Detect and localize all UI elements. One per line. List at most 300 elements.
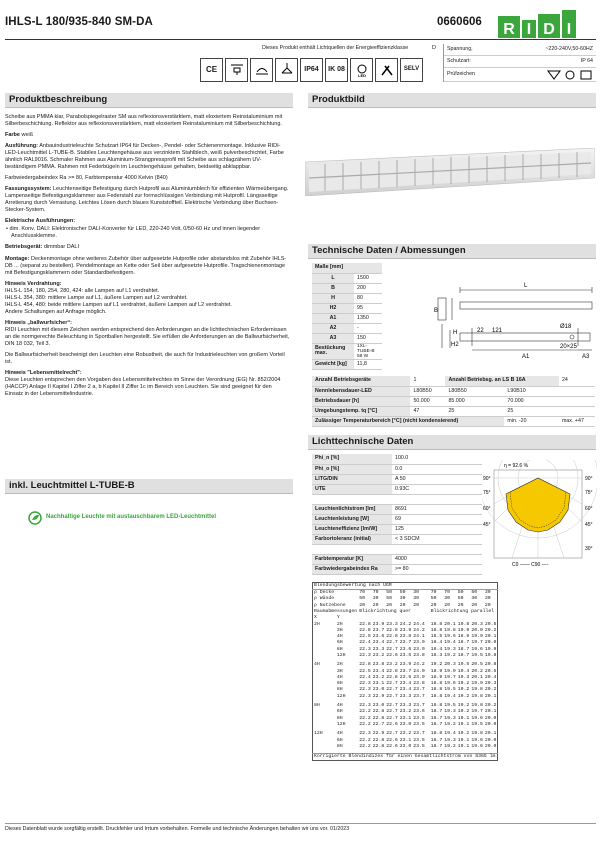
- ugr-cell: 50: [457, 596, 464, 602]
- draw-label-18: Ø18: [560, 324, 572, 330]
- draw-label-A3: A3: [582, 354, 590, 360]
- efficiency-label: η = 92.6 %: [504, 463, 529, 469]
- ugr-cell: 30: [413, 590, 420, 596]
- ugr-cell: 18.7: [430, 721, 443, 727]
- dim-value: 80: [354, 293, 382, 303]
- ball-proof-icon: [563, 70, 577, 80]
- ugr-cell: 20.1: [484, 693, 497, 699]
- ugr-cell: 22.5: [359, 668, 371, 674]
- dimension-drawing: [432, 268, 597, 368]
- ugr-table: [312, 582, 497, 761]
- ugr-cell: 23.3: [372, 646, 385, 652]
- ugr-cell: 23.1: [372, 681, 385, 687]
- ugr-cell: 18.7: [430, 709, 443, 715]
- ugr-cell: 23.5: [413, 743, 425, 749]
- ugr-cell: Raumabmessungen: [314, 608, 358, 614]
- gear-text: dimmbar DALI: [43, 244, 79, 251]
- ugr-cell: 20.3: [471, 621, 483, 627]
- ugr-cell: 3H: [336, 627, 343, 633]
- spec-row: [444, 68, 596, 82]
- ugr-cell: 19.9: [444, 668, 456, 674]
- ugr-cell: 18.3: [430, 653, 443, 658]
- ugr-cell: 70: [372, 590, 379, 596]
- ugr-cell: 19.4: [444, 640, 456, 646]
- draw-label-H2: H2: [451, 342, 459, 348]
- ugr-cell: 2H: [336, 621, 343, 627]
- ugr-cell: Y: [336, 615, 340, 621]
- table-row: [312, 454, 482, 464]
- ugr-cell: 19.2: [444, 743, 456, 749]
- ugr-cell: 18.9: [457, 634, 470, 640]
- table-row: [312, 360, 382, 370]
- ugr-cell: 22.7: [386, 640, 398, 646]
- feature-icons: [200, 58, 425, 82]
- cell-value: 0.0: [392, 464, 482, 474]
- spec-value: ~220-240V,50-60HZ: [545, 46, 593, 53]
- ugr-cell: 8H: [314, 703, 320, 709]
- ugr-cell: 70: [359, 590, 365, 596]
- ugr-cell: 18.8: [430, 693, 443, 699]
- ugr-cell: 8H: [336, 743, 343, 749]
- socket-text: Leuchtenseitige Befestigung durch Hutprofil aus Aluminiumblech für effizienten Wärmeübergang. Lampenseitige Befestigungsklammer aus Federstahl zur formschlüssigen Verbindung mit Hutprofil. Längsseitige Arretierung durch Verrastung. Leichtes Lösen durch blaues Kunststoffteil. Elektrische Verbindung über Buchsen-Stecker-System.: [5, 186, 289, 214]
- ballproof-text2: Die Ballwurfsicherheit bescheinigt den Leuchten eine Robustheit, die auch für Industrieleuchten von großem Vorteil ist.: [5, 351, 285, 365]
- ugr-cell: 22.4: [359, 640, 371, 646]
- ugr-cell: 23.9: [399, 627, 412, 633]
- cell-label: LITG/DIN: [312, 474, 392, 484]
- dim-label: Bestückung max.: [312, 343, 354, 360]
- ugr-cell: 50: [471, 590, 478, 596]
- dim-value: 1350: [354, 313, 382, 323]
- ugr-cell: 22.2: [359, 743, 371, 749]
- angle-label: 90°: [483, 476, 491, 482]
- ugr-cell: 23.3: [386, 621, 398, 627]
- ugr-cell: 19.6: [471, 715, 483, 721]
- ugr-cell: 22.2: [359, 737, 371, 743]
- ugr-cell: 50: [399, 590, 406, 596]
- ugr-cell: 4H: [336, 703, 343, 709]
- selv-icon: SELV: [400, 58, 423, 82]
- svg-text:D: D: [543, 21, 555, 38]
- color-label: Farbe: [5, 132, 20, 139]
- ugr-cell: 19.3: [444, 715, 456, 721]
- cell-label: Farbwiedergabeindex Ra: [312, 564, 392, 574]
- angle-label: 75°: [585, 490, 593, 496]
- mounting-label: Montage:: [5, 255, 30, 262]
- ugr-cell: 19.6: [471, 737, 483, 743]
- dim-label: A1: [312, 313, 354, 323]
- ugr-cell: 19.8: [471, 687, 483, 693]
- ugr-cell: 20.1: [484, 709, 497, 715]
- cell-label: Anzahl Betriebsg. an LS B 16A: [445, 376, 558, 386]
- ugr-cell: 22.6: [386, 737, 398, 743]
- cell-value: L80B50: [410, 386, 445, 396]
- ugr-cell: 19.6: [471, 646, 483, 652]
- ugr-cell: 18.8: [430, 687, 443, 693]
- ugr-cell: 23.9: [413, 674, 425, 680]
- ugr-cell: 24.4: [413, 621, 425, 627]
- food-label: Hinweis "Lebensmittelrecht":: [5, 369, 82, 376]
- ugr-cell: 22.3: [359, 703, 371, 709]
- socket-label: Fassungssystem:: [5, 186, 52, 193]
- ugr-cell: 19.2: [457, 731, 470, 737]
- ugr-cell: 22.6: [386, 743, 398, 749]
- ugr-cell: 23.4: [372, 640, 385, 646]
- ugr-cell: 23.6: [399, 646, 412, 652]
- cell-value: 25: [445, 406, 504, 416]
- ugr-cell: 22.8: [386, 668, 398, 674]
- ugr-cell: Blickrichtung quer: [359, 608, 412, 614]
- spec-row: [444, 56, 596, 68]
- dim-value: 1500: [354, 273, 382, 283]
- ugr-cell: 20.1: [444, 621, 456, 627]
- ugr-cell: 22.8: [359, 621, 371, 627]
- ugr-cell: 24.2: [413, 627, 425, 633]
- ugr-cell: 19.9: [457, 627, 470, 633]
- ugr-cell: 18.7: [457, 646, 470, 652]
- ugr-cell: 20: [444, 602, 451, 608]
- ugr-cell: 6H: [336, 640, 343, 646]
- ridi-logo: [498, 10, 596, 38]
- table-row: [313, 609, 498, 615]
- ugr-cell: 22.8: [372, 743, 385, 749]
- ugr-cell: 19.8: [471, 693, 483, 699]
- cell-label: Phi_n [%]: [312, 454, 392, 464]
- table-row: [312, 333, 382, 343]
- ugr-cell: 23.7: [372, 627, 385, 633]
- section-light: Lichttechnische Daten: [308, 435, 596, 450]
- ugr-cell: 23.5: [399, 653, 412, 658]
- section-description: Produktbeschreibung: [5, 93, 293, 108]
- ugr-cell: 70: [430, 590, 437, 596]
- ugr-cell: 30: [399, 596, 406, 602]
- ugr-cell: 18.9: [430, 668, 443, 674]
- color-value: weiß: [21, 132, 34, 139]
- ugr-cell: 23.5: [413, 715, 425, 721]
- ugr-cell: 18.4: [430, 640, 443, 646]
- ugr-cell: 23.2: [372, 653, 385, 658]
- ugr-cell: ρ Wände: [314, 596, 335, 602]
- cell-label: Leuchtenlichtstrom [lm]: [312, 504, 392, 514]
- cell-label: Leuchteneffizienz [lm/W]: [312, 524, 392, 534]
- draw-label-121: 121: [492, 328, 503, 334]
- dim-value: 200: [354, 283, 382, 293]
- operation-table: [312, 376, 595, 427]
- ugr-cell: 20.4: [484, 674, 497, 680]
- ugr-cell: 22.8: [372, 715, 385, 721]
- ugr-cell: 19.9: [471, 681, 483, 687]
- table-row: [312, 554, 482, 564]
- ugr-cell: 20: [399, 602, 406, 608]
- ugr-cell: 18.7: [430, 737, 443, 743]
- dim-value: 95: [354, 303, 382, 313]
- light-table: [312, 454, 482, 575]
- ugr-cell: 22.8: [359, 662, 371, 668]
- cell-value: 47: [410, 406, 445, 416]
- angle-label: 30°: [585, 546, 593, 552]
- ugr-cell: 18.8: [430, 703, 443, 709]
- ugr-cell: 23.0: [399, 721, 412, 727]
- ugr-cell: 22.8: [372, 737, 385, 743]
- ugr-cell: 19.8: [471, 703, 483, 709]
- dim-value: 150: [354, 333, 382, 343]
- table-row: [312, 534, 482, 544]
- table-row: [312, 273, 382, 283]
- ip64-icon: IP64: [300, 58, 323, 82]
- table-row: [313, 583, 498, 590]
- intro-text: Scheibe aus PMMA klar, Parabolspiegelraster SM aus reflexionsverstärktem, matt eloxiertem Reinstaluminium mit Silberbeschichtung. Reflektor aus reflexionsverstärktem, matt eloxiertem Reinstaluminium mit Silberbeschichtung.: [5, 114, 283, 128]
- ugr-cell: 20.5: [471, 662, 483, 668]
- ugr-cell: 20: [484, 602, 491, 608]
- ugr-cell: 20.2: [484, 703, 497, 709]
- ugr-cell: 19.1: [457, 715, 470, 721]
- ugr-cell: 23.4: [372, 668, 385, 674]
- table-row: [312, 396, 595, 406]
- ugr-cell: 23.9: [413, 640, 425, 646]
- ugr-cell: 20.0: [484, 737, 497, 743]
- spec-label: Schutzart:: [447, 58, 471, 65]
- electrical-item: dim. Konv. DALI: Elektronischer DALI-Konverter für LED, 220-240 Volt, 0/50-60 Hz und innen liegender Anschlussklemme.: [9, 226, 261, 240]
- ugr-cell: 70: [444, 590, 451, 596]
- spec-box: [443, 44, 596, 82]
- table-row: [312, 406, 595, 416]
- cell-value: 85.000: [445, 396, 504, 406]
- draw-label-25: 20×25: [560, 344, 577, 350]
- section-image: Produktbild: [308, 93, 596, 108]
- ugr-cell: 50: [359, 596, 365, 602]
- ugr-cell: 19.6: [444, 681, 456, 687]
- ugr-cell: 8H: [336, 646, 343, 652]
- ugr-cell: 19.5: [471, 721, 483, 727]
- ugr-cell: 19.9: [471, 634, 483, 640]
- ugr-cell: 22.6: [386, 653, 398, 658]
- ugr-cell: 19.8: [484, 653, 497, 658]
- ugr-cell: 22.8: [386, 627, 398, 633]
- cell-label: Farbtemperatur [K]: [312, 554, 392, 564]
- svg-text:LED: LED: [357, 73, 366, 78]
- ugr-cell: 20.2: [484, 687, 497, 693]
- ugr-cell: Blendungsbewertung nach UGR: [313, 583, 498, 590]
- dim-value: 11,8: [354, 360, 382, 370]
- ugr-cell: 19.5: [457, 662, 470, 668]
- ugr-cell: Blickrichtung parallel: [430, 608, 495, 614]
- ugr-cell: 20.0: [484, 715, 497, 721]
- ugr-cell: 23.0: [399, 743, 412, 749]
- angle-label: 60°: [483, 506, 491, 512]
- ugr-cell: 23.4: [399, 687, 412, 693]
- ugr-cell: 22.9: [372, 693, 385, 699]
- cell-value: A 50: [392, 474, 482, 484]
- cell-label: Betriebsdauer [h]: [312, 396, 410, 406]
- ugr-cell: 23.4: [399, 681, 412, 687]
- ugr-cell: 19.1: [457, 743, 470, 749]
- ugr-cell: 20: [372, 602, 379, 608]
- ugr-cell: 22.2: [359, 715, 371, 721]
- ugr-cell: 19.7: [444, 674, 456, 680]
- ugr-cell: 19.2: [457, 703, 470, 709]
- cri-text: Farbwiedergabeindex Ra >= 80, Farbtemperatur 4000 Kelvin (840): [5, 175, 168, 182]
- ugr-cell: 20.8: [484, 662, 497, 668]
- draw-label-H: H: [453, 330, 458, 336]
- ugr-cell: 23.7: [413, 703, 425, 709]
- ugr-cell: 20.5: [484, 621, 497, 627]
- ugr-cell: 23.0: [372, 703, 385, 709]
- table-row: [312, 376, 595, 386]
- ugr-cell: 22.2: [359, 721, 371, 727]
- table-row: [312, 263, 382, 273]
- ugr-cell: 19.5: [444, 703, 456, 709]
- draw-label-22: 22: [477, 328, 484, 334]
- ugr-cell: 24.2: [399, 621, 412, 627]
- ugr-cell: 22.5: [359, 634, 371, 640]
- ugr-cell: 20: [386, 602, 392, 608]
- table-row: [313, 753, 498, 760]
- ugr-cell: 22.7: [386, 693, 398, 699]
- ugr-cell: 24.1: [413, 634, 425, 640]
- ugr-cell: 18.4: [430, 646, 443, 652]
- cell-value: L80B50: [445, 386, 504, 396]
- dim-value: -: [354, 323, 382, 333]
- article-number: 0660606: [437, 16, 482, 28]
- ugr-cell: 23.2: [399, 731, 412, 737]
- cell-value: 24: [559, 376, 595, 386]
- ugr-cell: 23.8: [413, 681, 425, 687]
- ugr-cell: 23.1: [399, 715, 412, 721]
- ugr-cell: X: [314, 615, 317, 621]
- energy-note: Dieses Produkt enthält Lichtquellen der Energieeffizienzklasse: [262, 45, 409, 51]
- ugr-cell: 24.0: [413, 668, 425, 674]
- ugr-cell: 22.3: [359, 687, 371, 693]
- ugr-cell: 22.3: [359, 693, 371, 699]
- ugr-cell: 19.3: [457, 674, 470, 680]
- ugr-cell: 22.8: [359, 627, 371, 633]
- ugr-cell: 23.1: [399, 737, 412, 743]
- cell-label: Farbortoleranz (initial): [312, 534, 392, 544]
- gear-label: Betriebsgerät:: [5, 244, 43, 251]
- sustainability-note: [28, 511, 216, 525]
- ugr-cell: 20.2: [484, 627, 497, 633]
- mounting-text: Deckenmontage ohne weiteres Zubehör über aufgesetzte Hutprofile oder abstandslos mit Zubehör IHLS-DB ... (separat zu bestellen). Pendelmontage an Kette oder Seil über aufgesetzte Hutprofile. Tragschienenmontage mit Befestigungsklammern oder Standardbefestigern.: [5, 255, 287, 276]
- ugr-cell: 18.8: [430, 731, 443, 737]
- polar-diagram: [482, 460, 597, 575]
- description-text: Scheibe aus PMMA klar, Parabolspiegelraster SM aus reflexionsverstärktem, matt eloxiertem Reinstaluminium mit Silberbeschichtung. Reflektor aus reflexionsverstärktem, matt eloxiertem Reinstaluminium mit Silberbeschichtung. Farbe weiß Ausführung: Anbauindustrieleuchte Schutzart IP64 für Decken-, Pendel- oder Schienenmontage. Inklusive RIDI-LED-Leuchtmittel L-TUBE-B. Stabiles Leuchtengehäuse aus verzinktem Stahlblech, weiß pulverbeschichtet, Farbe ähnlich RAL9016. Schmaler Rahmen aus Aluminium-Strangpressprofil mit Scheibe aus schlagzähem UV-beständigem PMMA. Rahmen mit Federbügeln im Leuchtengehäuse gehalten, beidseitig abklappbar. Farbwiedergabeindex Ra >= 80, Farbtemperatur 4000 Kelvin (840) Fassungssystem: Leuchtenseitige Befestigung durch Hutprofil aus Aluminiumblech für effizienten Wärmeübergang. Lampenseitige Befestigungsklammer aus Federstahl zur formschlüssigen Verbindung mit Hutprofil. Längsseitige Arretierung durch Verrastung. Leichtes Lösen durch blaues Kunststoffteil. Elektrische Verbindung über Buchsen-Stecker-System. Elektrische Ausführungen: • dim. Konv. DALI: Elektronischer DALI-Konverter für LED, 220-240 Volt, 0/50-60 Hz und innen liegender Anschlussklemme. Betriebsgerät: dimmbar DALI Montage: Deckenmontage ohne weiteres Zubehör über aufgesetzte Hutprofile oder abstandslos mit Zubehör IHLS-DB ... (separat zu bestellen). Pendelmontage an Kette oder Seil über aufgesetzte Hutprofile. Tragschienenmontage mit Befestigungsklammern oder Standardbefestigern. Hinweis Verdrahtung: IHLS-L 154, 180, 254, 280, 424: alle Lampen auf L1 verdrahtet. IHLS-L 354, 380: mittlere Lampe auf L1, äußere Lampen auf L2 verdrahtet. IHLS-L 454, 480: beide mittlere Lampen auf L1 verdrahtet, äußere Lampen auf L2 verdrahtet. Andere Schaltungen auf Anfrage möglich. Hinweis „ballwurfsicher“: RIDI Leuchten mit diesem Zeichen werden entsprechend den Anforderungen an die lichttechnischen Erfordernissen an die normgerechte Beleuchtung in Sportballen hergestellt. Sie erfüllen die Anforderungen an die Ballwurfsicherheit, DIN 18 032, Teil 3. Die Ballwurfsicherheit bescheinigt den Leuchten eine Robustheit, die auch für Industrieleuchten von großem Vorteil ist. Hinweis "Lebensmittelrecht": Diese Leuchten entsprechen den Vorgaben des Lebensmittelrechtes im Sinne der Verordnung (EG) Nr. 852/2004 (HACCP) Anlage II Kapitel I Ziffer 2 a, b Kapitel II Ziffer 1c im Bereich von Leuchten. Sie sind geeignet für den Einsatz in der Lebensmittelindustrie.: [5, 114, 290, 398]
- ugr-cell: 23.6: [399, 674, 412, 680]
- ugr-cell: 23.2: [386, 662, 398, 668]
- ugr-cell: 20.0: [484, 721, 497, 727]
- ugr-cell: 19.2: [444, 653, 456, 658]
- ugr-cell: 18.8: [430, 681, 443, 687]
- ugr-cell: 23.6: [372, 634, 385, 640]
- ugr-cell: 6H: [336, 737, 343, 743]
- cell-value: max. +47: [559, 416, 595, 426]
- tools-icon: [375, 58, 398, 82]
- ugr-cell: 6H: [336, 681, 343, 687]
- ugr-cell: 22.8: [372, 709, 385, 715]
- ugr-cell: 20.3: [484, 681, 497, 687]
- cell-label: Zulässiger Temperaturbereich [°C] (nicht kondensierend): [312, 416, 504, 426]
- surface-mount-icon: [225, 58, 248, 82]
- table-row: [312, 484, 482, 494]
- ugr-cell: 23.7: [413, 731, 425, 737]
- ugr-cell: 22.2: [359, 709, 371, 715]
- ugr-cell: 20: [430, 602, 437, 608]
- spec-row: [444, 44, 596, 56]
- ugr-cell: 23.2: [399, 709, 412, 715]
- dim-label: A3: [312, 333, 354, 343]
- ugr-cell: 20: [457, 602, 464, 608]
- ugr-cell: 22.4: [359, 674, 371, 680]
- ugr-cell: 19.7: [471, 640, 483, 646]
- ugr-cell: 23.6: [413, 709, 425, 715]
- ugr-cell: 23.2: [372, 674, 385, 680]
- table-row: [312, 293, 382, 303]
- ugr-cell: 22.7: [372, 721, 385, 727]
- ugr-cell: 22.6: [386, 721, 398, 727]
- ugr-cell: 2H: [314, 621, 320, 627]
- ugr-cell: 4H: [336, 674, 343, 680]
- cell-value: 70.000: [504, 396, 559, 406]
- food-text: Diese Leuchten entsprechen den Vorgaben des Lebensmittelrechtes im Sinne der Verordnung (EG) Nr. 852/2004 (HACCP) Anlage II Kapitel I Ziffer 2 a, b Kapitel II Ziffer 1c im Bereich von Leuchten. Sie sind geeignet für den Einsatz in der Lebensmittelindustrie.: [5, 376, 281, 398]
- ugr-cell: ρ Nutzebene: [314, 602, 346, 608]
- angle-label: 60°: [585, 506, 593, 512]
- ugr-cell: 22.7: [386, 715, 398, 721]
- footer-divider: [5, 823, 596, 824]
- ugr-cell: 18.8: [430, 621, 443, 627]
- header-divider: [5, 39, 596, 40]
- ugr-cell: 23.8: [413, 653, 425, 658]
- ugr-cell: 30: [444, 596, 451, 602]
- ugr-cell: 23.7: [399, 668, 412, 674]
- ugr-cell: 22.7: [386, 646, 398, 652]
- ugr-cell: 22.8: [386, 634, 398, 640]
- ugr-cell: 19.5: [471, 653, 483, 658]
- polar-legend: C0 —— C90 ----: [512, 562, 549, 568]
- ugr-cell: 19.9: [484, 646, 497, 652]
- ugr-cell: 19.3: [444, 737, 456, 743]
- cell-value: >= 80: [392, 564, 482, 574]
- angle-label: 75°: [483, 490, 491, 496]
- section-tech: Technische Daten / Abmessungen: [308, 244, 596, 259]
- cell-value: 1: [410, 376, 445, 386]
- dim-label: L: [312, 273, 354, 283]
- wiring-line: IHLS-L 354, 380: mittlere Lampe auf L1, äußere Lampen auf L2 verdrahtet.: [5, 294, 188, 301]
- ugr-cell: 23.3: [399, 693, 412, 699]
- ugr-cell: 24.2: [413, 662, 425, 668]
- ugr-cell: 22.3: [359, 731, 371, 737]
- leaf-icon: [28, 511, 42, 525]
- dim-label: Gewicht [kg]: [312, 360, 354, 370]
- ugr-cell: 22.7: [386, 731, 398, 737]
- dimension-table: [312, 263, 382, 370]
- design-text: Anbauindustrieleuchte Schutzart IP64 für Decken-, Pendel- oder Schienenmontage. Inklusive RIDI-LED-Leuchtmittel L-TUBE-B. Stabiles Leuchtengehäuse aus verzinktem Stahlblech, weiß pulverbeschichtet, Farbe ähnlich RAL9016. Schmaler Rahmen aus Aluminium-Strangpressprofil mit Scheibe aus schlagzähem UV-beständigem PMMA. Rahmen mit Federbügeln im Leuchtengehäuse gehalten, beidseitig abklappbar.: [5, 143, 284, 171]
- dim-label: H2: [312, 303, 354, 313]
- ugr-cell: 23.8: [372, 662, 385, 668]
- ugr-cell: 19.2: [444, 721, 456, 727]
- ugr-cell: 18.9: [430, 674, 443, 680]
- ugr-cell: 22.9: [372, 731, 385, 737]
- ugr-cell: 19.8: [457, 621, 470, 627]
- energy-class: D: [432, 45, 436, 51]
- angle-label: 45°: [585, 522, 593, 528]
- certification-icons: [547, 70, 593, 80]
- ugr-cell: 12H: [336, 693, 346, 699]
- ugr-cell: 23.3: [399, 703, 412, 709]
- ugr-cell: 30: [471, 596, 478, 602]
- draw-label-A1: A1: [522, 354, 530, 360]
- footer-text: Dieses Datenblatt wurde sorgfältig erstellt. Druckfehler und Irrtum vorbehalten. Formelle und technische Änderungen behalten wir uns vor. 01/2023: [5, 826, 350, 832]
- cell-value: 0.93C: [392, 484, 482, 494]
- ugr-cell: 19.4: [444, 731, 456, 737]
- cell-label: Leuchtenleistung [W]: [312, 514, 392, 524]
